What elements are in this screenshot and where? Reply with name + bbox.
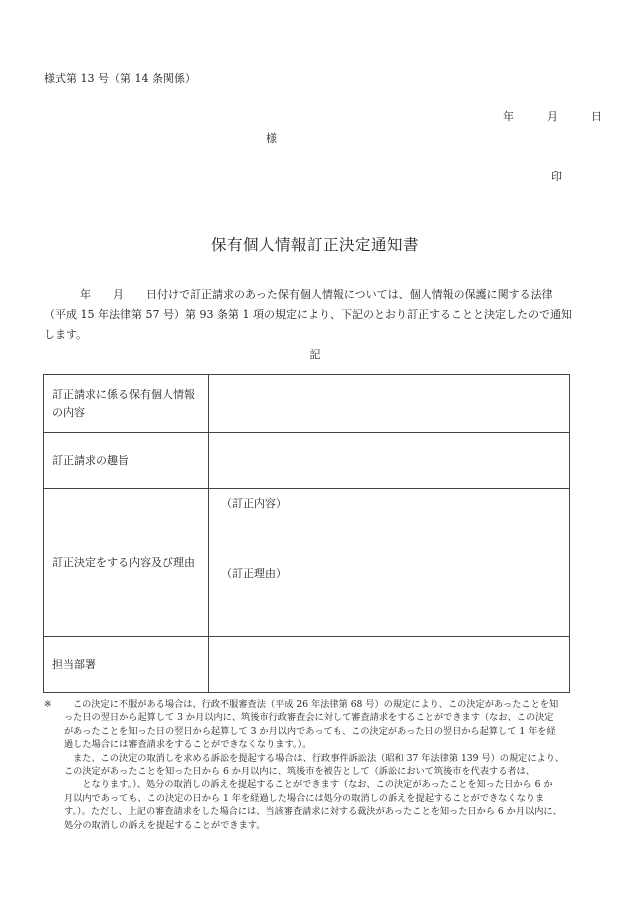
ki-marker: 記: [309, 348, 321, 361]
record-table: [43, 374, 570, 693]
body-text: [44, 285, 586, 345]
label-content-line2: の内容: [52, 405, 85, 419]
note-2-line-5: す。）。ただし、上記の審査請求をした場合には、当該審査請求に対する裁決があったことを知った日から 6 か月以内に、: [64, 806, 562, 818]
table-row-decision: [44, 489, 570, 637]
table-row-content: [44, 375, 570, 433]
date-month: 月: [547, 110, 558, 123]
notes: [44, 698, 590, 832]
body-line-1: 年 月 日付けで訂正請求のあった保有個人情報については、個人情報の保護に関する法律: [80, 288, 553, 301]
value-department: [209, 637, 570, 693]
note-1-line-2: った日の翌日から起算して 3 か月以内に、筑後市行政審査会に対して審査請求をすることができます（なお、この決定: [64, 712, 554, 724]
sub-correction-content: （訂正内容）: [221, 497, 287, 510]
table-row-purpose: [44, 433, 570, 489]
value-purpose: [209, 433, 570, 489]
note-mark: ※: [44, 699, 52, 710]
note-1-line-4: 過した場合には審査請求をすることができなくなります。）。: [64, 739, 312, 751]
date-year: 年: [503, 110, 514, 123]
label-department: 担当部署: [44, 637, 209, 693]
form-number: 様式第 13 号（第 14 条関係）: [44, 72, 196, 85]
label-content: [44, 375, 209, 433]
date-line: [503, 108, 602, 124]
note-2: [44, 752, 590, 832]
date-day: 日: [591, 110, 602, 123]
note-2-line-4: 月以内であっても、この決定の日から 1 年を経過した場合には処分の取消しの訴えを提起することができなくなりま: [64, 792, 545, 804]
value-content: [209, 375, 570, 433]
note-2-line-6: 処分の取消しの訴えを提起することができます。: [64, 819, 266, 831]
body-line-2: （平成 15 年法律第 57 号）第 93 条第 1 項の規定により、下記のとおり訂正することと決定したので通知: [44, 308, 572, 321]
addressee-suffix: 様: [266, 132, 277, 145]
note-2-line-1: また、この決定の取消しを求める訴訟を提起する場合は、行政事件訴訟法（昭和 37 年法律第 139 号）の規定により、: [73, 752, 565, 764]
note-2-line-2: この決定があったことを知った日から 6 か月以内に、筑後市を被告として（訴訟において筑後市を代表する者は、: [64, 766, 535, 778]
note-2-line-3: となります。）、処分の取消しの訴えを提起することができます（なお、この決定があったことを知った日から 6 か: [64, 779, 553, 791]
label-content-line1: 訂正請求に係る保有個人情報: [52, 387, 195, 401]
body-line-3: します。: [44, 328, 88, 341]
note-1-line-3: があったことを知った日の翌日から起算して 3 か月以内であっても、この決定があった日の翌日から起算して 1 年を経: [64, 725, 556, 737]
document-title: 保有個人情報訂正決定通知書: [210, 236, 419, 254]
label-decision: 訂正決定をする内容及び理由: [44, 489, 209, 637]
seal-mark: 印: [551, 170, 562, 183]
table-row-department: [44, 637, 570, 693]
sub-correction-reason: （訂正理由）: [221, 567, 287, 580]
note-1-line-1: この決定に不服がある場合は、行政不服審査法（平成 26 年法律第 68 号）の規定により、この決定があったことを知: [73, 699, 559, 710]
label-purpose: 訂正請求の趣旨: [44, 433, 209, 489]
note-1: [44, 698, 590, 752]
value-decision: [209, 489, 570, 637]
